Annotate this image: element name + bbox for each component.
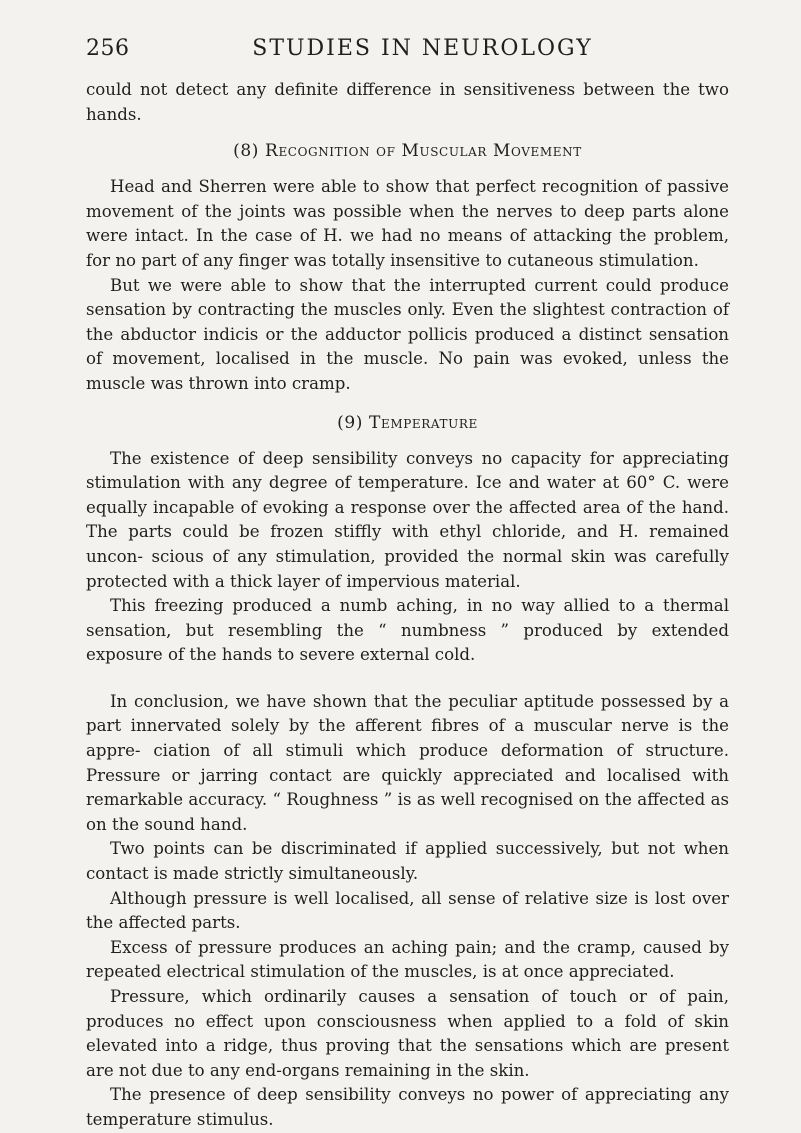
page-number: 256 [86,36,130,61]
intro-paragraph: could not detect any definite difference in sensitiveness between the two hands. [86,80,729,124]
conclusion-paragraph: The presence of deep sensibility conveys no power of appreciating any temperature stimulus. [86,1085,729,1129]
conclusion-paragraph: Although pressure is well localised, all sense of relative size is lost over the affected parts. [86,888,729,933]
running-head [86,36,729,70]
conclusion-paragraph: Pressure, which ordinarily causes a sensation of touch or of pain, produces no effect upon consciousness when applied to a fold of skin elevated into a ridge, thus proving that the sensations which are present are not due to any end-organs remaining in the skin. [86,987,729,1080]
section-8-paragraph: But we were able to show that the interrupted current could produce sensation by contracting the muscles only. Even the slightest contraction of the abductor indicis or the adductor pollicis produced a distinct sensation of movement, localised in the muscle. No pain was evoked, unless the muscle was thrown into cramp. [86,275,729,393]
section-8-heading: (8) Recognition of Muscular Movement [233,141,582,162]
section-9-paragraph: This freezing produced a numb aching, in no way allied to a thermal sensation, but resembling the “ numbness ” produced by extended exposure of the hands to severe external cold. [86,596,729,665]
conclusion-paragraph: Two points can be discriminated if applied successively, but not when contact is made strictly simultaneously. [86,839,729,884]
section-8-paragraph: Head and Sherren were able to show that perfect recognition of passive movement of the joints was possible when the nerves to deep parts alone were intact. In the case of H. we had no means of attacking the problem, for no part of any finger was totally insensitive to cutaneous stimulation. [86,177,729,270]
section-9-paragraph: The existence of deep sensibility conveys no capacity for appreciating stimulation with any degree of temperature. Ice and water at 60° C. were equally incapable of evoking a response over the affected area of the hand. The parts could be frozen stiffly with ethyl chloride, and H. remained uncon- scious of any stimulation, provided the normal skin was carefully protected with a thick layer of impervious material. [86,448,729,591]
running-title: STUDIES IN NEUROLOGY [252,36,593,61]
section-9-heading: (9) Temperature [337,412,478,433]
conclusion-paragraph: In conclusion, we have shown that the peculiar aptitude possessed by a part innervated solely by the afferent fibres of a muscular nerve is the appre- ciation of all stimuli which produce deformation of structure. Pressure or jarring contact are quickly appreciated and localised with remarkable accuracy. “ Roughness ” is as well recognised on the affected as on the sound hand. [86,691,729,834]
conclusion-paragraph: Excess of pressure produces an aching pain; and the cramp, caused by repeated electrical stimulation of the muscles, is at once appreciated. [86,937,729,982]
